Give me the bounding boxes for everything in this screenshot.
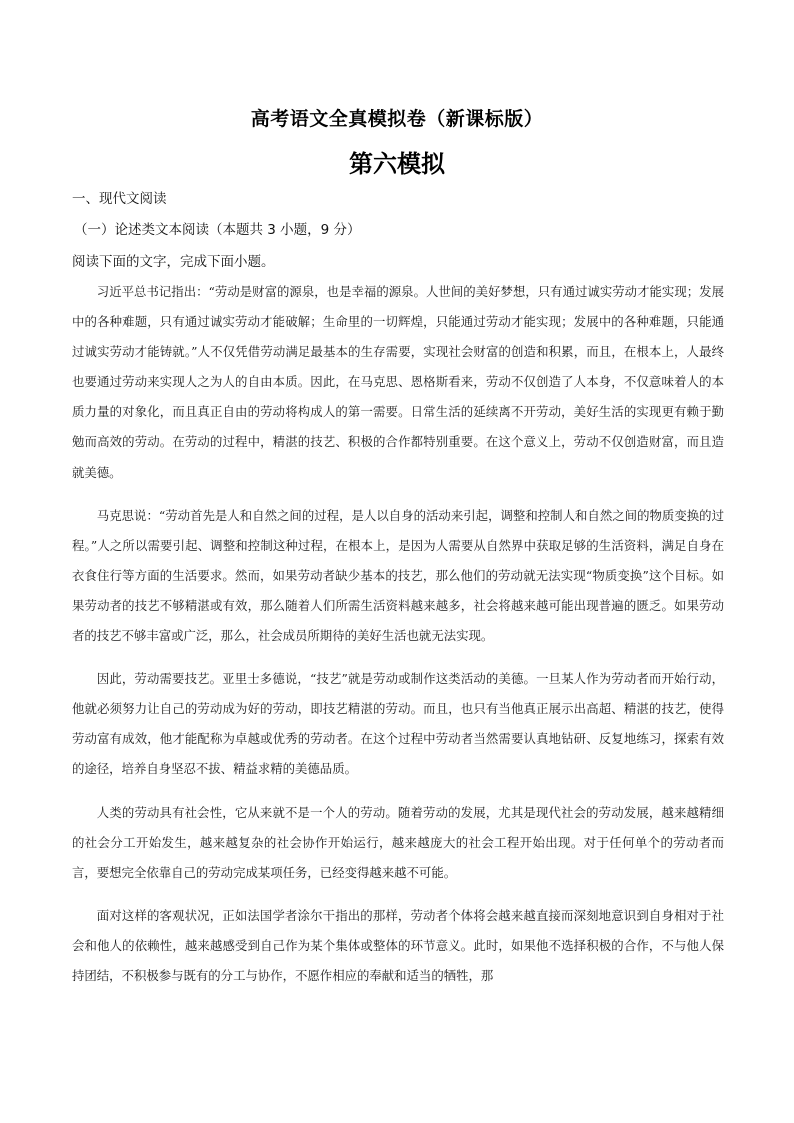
section-heading: 一、现代文阅读 <box>72 191 167 207</box>
document-subtitle: 第六模拟 <box>349 149 445 178</box>
passage-paragraph: 因此，劳动需要技艺。亚里士多德说，“技艺”就是劳动或制作这类活动的美德。一旦某人作为劳动者而开始行动，他就必须努力让自己的劳动成为好的劳动，即技艺精湛的劳动。而且，也只有当他真正展示出高超、精湛的技艺，使得劳动富有成效，他才能配称为卓越或优秀的劳动者。在这个过程中劳动者当然需要认真地钻研、反复地练习，探索有效的途径，培养自身坚忍不拔、精益求精的美德品质。 <box>72 671 724 777</box>
passage-paragraph: 马克思说：“劳动首先是人和自然之间的过程，是人以自身的活动来引起，调整和控制人和自然之间的物质变换的过程。”人之所以需要引起、调整和控制这种过程，在根本上，是因为人需要从自然界中获取足够的生活资料，满足自身在衣食住行等方面的生活要求。然而，如果劳动者缺少基本的技艺，那么他们的劳动就无法实现“物质变换”这个目标。如果劳动者的技艺不够精湛或有效，那么随着人们所需生活资料越来越多，社会将越来越可能出现普遍的匮乏。如果劳动者的技艺不够丰富或广泛，那么，社会成员所期待的美好生活也就无法实现。 <box>72 507 724 644</box>
reading-passage <box>72 277 724 1004</box>
reading-instruction: 阅读下面的文字，完成下面小题。 <box>72 254 275 270</box>
subsection-heading: （一）论述类文本阅读（本题共 3 小题，9 分） <box>74 222 361 238</box>
passage-paragraph: 习近平总书记指出：“劳动是财富的源泉，也是幸福的源泉。人世间的美好梦想，只有通过诚实劳动才能实现；发展中的各种难题，只有通过诚实劳动才能破解；生命里的一切辉煌，只能通过劳动才能实现；发展中的各种难题，只能通过诚实劳动才能铸就。”人不仅凭借劳动满足最基本的生存需要，实现社会财富的创造和积累，而且，在根本上，人最终也要通过劳动来实现人之为人的自由本质。因此，在马克思、恩格斯看来，劳动不仅创造了人本身，不仅意味着人的本质力量的对象化，而且真正自由的劳动将构成人的第一需要。日常生活的延续离不开劳动，美好生活的实现更有赖于勤勉而高效的劳动。在劳动的过程中，精湛的技艺、积极的合作都特别重要。在这个意义上，劳动不仅创造财富，而且造就美德。 <box>72 284 724 480</box>
passage-paragraph: 面对这样的客观状况，正如法国学者涂尔干指出的那样，劳动者个体将会越来越直接而深刻地意识到自身相对于社会和他人的依赖性，越来越感受到自己作为某个集体或整体的环节意义。此时，如果他不选择积极的合作，不与他人保持团结，不积极参与既有的分工与协作，不愿作相应的奉献和适当的牺牲，那 <box>72 907 724 983</box>
passage-paragraph: 人类的劳动具有社会性，它从来就不是一个人的劳动。随着劳动的发展，尤其是现代社会的劳动发展，越来越精细的社会分工开始发生，越来越复杂的社会协作开始运行，越来越庞大的社会工程开始出现。对于任何单个的劳动者而言，要想完全依靠自己的劳动完成某项任务，已经变得越来越不可能。 <box>72 804 724 880</box>
document-title: 高考语文全真模拟卷（新课标版） <box>250 108 544 130</box>
